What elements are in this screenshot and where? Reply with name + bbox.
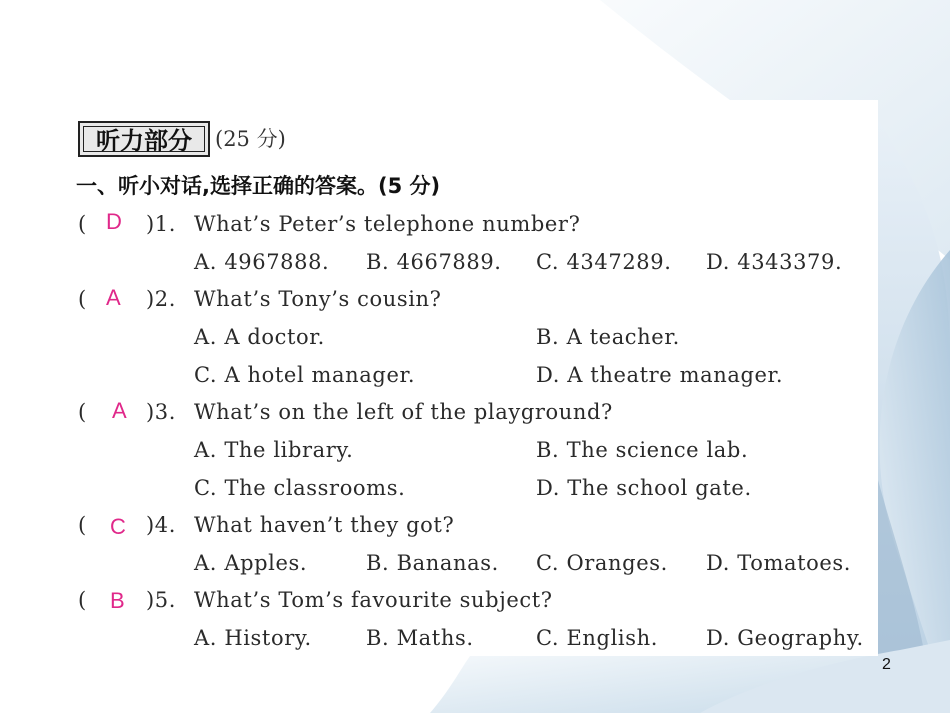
option-d: D. 4343379. [706,250,843,274]
option-b: B. Bananas. [366,551,499,575]
option-c: C. The classrooms. [194,476,406,500]
section-score: (25 分) [215,127,286,151]
option-b: B. 4667889. [366,250,502,274]
question-text: What’s Tony’s cousin? [194,287,442,311]
question-number: )3. [146,400,177,424]
page-number: 2 [882,656,891,673]
option-a: A. The library. [194,438,354,462]
answer-mark: B [110,588,125,613]
option-c: C. English. [536,626,658,650]
option-c: C. A hotel manager. [194,363,416,387]
option-c: C. 4347289. [536,250,672,274]
option-b: B. The science lab. [536,438,749,462]
answer-paren-open: ( [78,513,87,537]
answer-paren-open: ( [78,212,87,236]
option-a: A. History. [194,626,312,650]
answer-mark: C [110,514,126,539]
answer-paren-open: ( [78,588,87,612]
question-text: What’s Peter’s telephone number? [194,212,581,236]
option-a: A. Apples. [194,551,308,575]
question-number: )2. [146,287,177,311]
answer-mark: A [112,398,127,423]
question-number: )4. [146,513,177,537]
option-c: C. Oranges. [536,551,668,575]
question-number: )1. [146,212,177,236]
option-d: D. Tomatoes. [706,551,852,575]
part-title: 一、听小对话,选择正确的答案。(5 分) [76,174,441,198]
option-b: B. A teacher. [536,325,680,349]
section-title: 听力部分 [83,126,205,152]
option-d: D. The school gate. [536,476,752,500]
option-d: D. A theatre manager. [536,363,784,387]
answer-paren-open: ( [78,287,87,311]
option-b: B. Maths. [366,626,474,650]
answer-paren-open: ( [78,400,87,424]
answer-mark: D [106,209,122,234]
option-d: D. Geography. [706,626,864,650]
question-text: What’s Tom’s favourite subject? [194,588,553,612]
option-a: A. 4967888. [194,250,330,274]
question-text: What haven’t they got? [194,513,455,537]
question-number: )5. [146,588,177,612]
section-title-box [78,121,210,157]
question-text: What’s on the left of the playground? [194,400,613,424]
option-a: A. A doctor. [194,325,325,349]
answer-mark: A [106,285,121,310]
